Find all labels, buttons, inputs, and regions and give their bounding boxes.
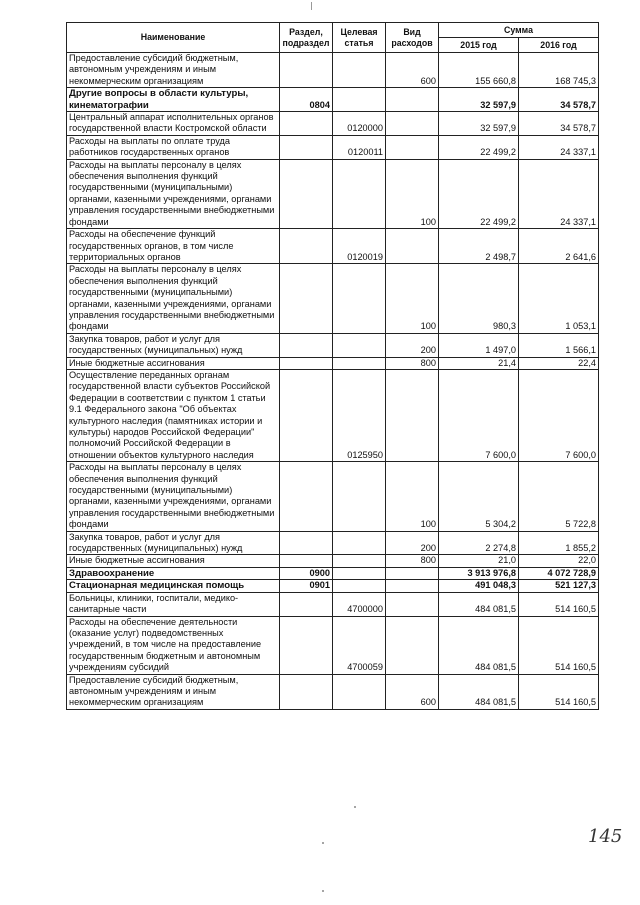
cell-name: Расходы на обеспечение функций государственных органов, в том числе территориальных органов [67, 229, 280, 264]
scan-dot [322, 842, 324, 844]
cell-v2016: 2 641,6 [519, 229, 599, 264]
cell-type [386, 580, 439, 592]
cell-v2015: 5 304,2 [439, 462, 519, 531]
cell-target [333, 53, 386, 88]
cell-section [280, 674, 333, 709]
cell-target: 4700059 [333, 616, 386, 674]
cell-name: Закупка товаров, работ и услуг для государственных (муниципальных) нужд [67, 531, 280, 555]
cell-section [280, 112, 333, 136]
cell-name: Предоставление субсидий бюджетным, автономным учреждениям и иным некоммерческим организациям [67, 53, 280, 88]
cell-v2016: 24 337,1 [519, 159, 599, 228]
cell-name: Закупка товаров, работ и услуг для государственных (муниципальных) нужд [67, 333, 280, 357]
cell-section: 0901 [280, 580, 333, 592]
table-row [67, 555, 599, 567]
cell-v2015: 7 600,0 [439, 369, 519, 461]
cell-v2016: 514 160,5 [519, 592, 599, 616]
cell-v2015: 155 660,8 [439, 53, 519, 88]
cell-target: 0125950 [333, 369, 386, 461]
cell-type [386, 112, 439, 136]
budget-table [66, 22, 599, 710]
cell-v2015: 1 497,0 [439, 333, 519, 357]
table-row [67, 229, 599, 264]
page-number: 145 [588, 826, 623, 847]
cell-v2016: 1 855,2 [519, 531, 599, 555]
table-row [67, 333, 599, 357]
cell-section [280, 462, 333, 531]
cell-name: Здравоохранение [67, 567, 280, 579]
cell-v2016: 4 072 728,9 [519, 567, 599, 579]
cell-v2016: 1 053,1 [519, 264, 599, 333]
cell-name: Стационарная медицинская помощь [67, 580, 280, 592]
cell-section [280, 531, 333, 555]
cell-v2015: 484 081,5 [439, 674, 519, 709]
table-row [67, 369, 599, 461]
cell-name: Расходы на выплаты персоналу в целях обеспечения выполнения функций государственными (муниципальными) органами, казенными учреждениями, органами управления государственными внебюджетными фондами [67, 264, 280, 333]
col-header-type: Вид расходов [386, 23, 439, 53]
cell-target [333, 580, 386, 592]
cell-type: 800 [386, 357, 439, 369]
cell-target [333, 555, 386, 567]
col-header-section: Раздел, подраздел [280, 23, 333, 53]
table-row [67, 674, 599, 709]
cell-name: Больницы, клиники, госпитали, медико-санитарные части [67, 592, 280, 616]
scan-dot [354, 806, 356, 808]
table-row [67, 531, 599, 555]
cell-type: 100 [386, 264, 439, 333]
cell-name: Расходы на обеспечение деятельности (оказание услуг) подведомственных учреждений, в том числе на предоставление государственным бюджетным и автономным учреждениям субсидий [67, 616, 280, 674]
cell-v2016: 168 745,3 [519, 53, 599, 88]
col-header-name: Наименование [67, 23, 280, 53]
cell-v2015: 3 913 976,8 [439, 567, 519, 579]
cell-v2016: 5 722,8 [519, 462, 599, 531]
table-row [67, 616, 599, 674]
table-row [67, 135, 599, 159]
cell-name: Иные бюджетные ассигнования [67, 555, 280, 567]
cell-target [333, 357, 386, 369]
table-row [67, 159, 599, 228]
cell-target [333, 333, 386, 357]
cell-v2015: 980,3 [439, 264, 519, 333]
table-row [67, 53, 599, 88]
cell-section [280, 357, 333, 369]
cell-type: 600 [386, 674, 439, 709]
cell-type: 800 [386, 555, 439, 567]
cell-v2015: 22 499,2 [439, 159, 519, 228]
cell-type: 100 [386, 462, 439, 531]
col-header-sum: Сумма [439, 23, 599, 38]
cell-v2016: 521 127,3 [519, 580, 599, 592]
cell-name: Предоставление субсидий бюджетным, автономным учреждениям и иным некоммерческим организациям [67, 674, 280, 709]
cell-section [280, 229, 333, 264]
cell-v2015: 21,0 [439, 555, 519, 567]
cell-type [386, 88, 439, 112]
header-row [67, 23, 599, 38]
cell-target [333, 531, 386, 555]
cell-v2016: 22,4 [519, 357, 599, 369]
cell-target: 0120019 [333, 229, 386, 264]
table-row [67, 592, 599, 616]
cell-section [280, 369, 333, 461]
cell-v2016: 22,0 [519, 555, 599, 567]
cell-type: 200 [386, 531, 439, 555]
cell-v2015: 32 597,9 [439, 88, 519, 112]
cell-v2016: 34 578,7 [519, 88, 599, 112]
cell-section [280, 53, 333, 88]
col-header-2015: 2015 год [439, 38, 519, 53]
cell-v2015: 32 597,9 [439, 112, 519, 136]
cell-v2016: 24 337,1 [519, 135, 599, 159]
cell-type [386, 135, 439, 159]
cell-section [280, 159, 333, 228]
cell-section: 0900 [280, 567, 333, 579]
cell-section [280, 555, 333, 567]
cell-type: 100 [386, 159, 439, 228]
cell-target [333, 567, 386, 579]
cell-v2016: 34 578,7 [519, 112, 599, 136]
cell-name: Расходы на выплаты персоналу в целях обеспечения выполнения функций государственными (муниципальными) органами, казенными учреждениями, органами управления государственными внебюджетными фондами [67, 159, 280, 228]
cell-name: Расходы на выплаты персоналу в целях обеспечения выполнения функций государственными (муниципальными) органами, казенными учреждениями, органами управления государственными внебюджетными фондами [67, 462, 280, 531]
table-row [67, 88, 599, 112]
table-row [67, 264, 599, 333]
cell-name: Иные бюджетные ассигнования [67, 357, 280, 369]
cell-v2016: 7 600,0 [519, 369, 599, 461]
cell-target [333, 264, 386, 333]
cell-v2015: 491 048,3 [439, 580, 519, 592]
cell-name: Расходы на выплаты по оплате труда работников государственных органов [67, 135, 280, 159]
cell-section [280, 264, 333, 333]
cell-section [280, 333, 333, 357]
cell-v2015: 484 081,5 [439, 592, 519, 616]
table-row [67, 112, 599, 136]
col-header-target: Целевая статья [333, 23, 386, 53]
cell-v2015: 2 274,8 [439, 531, 519, 555]
cell-type: 600 [386, 53, 439, 88]
cell-target: 0120000 [333, 112, 386, 136]
cell-type [386, 592, 439, 616]
table-row [67, 567, 599, 579]
cell-v2016: 514 160,5 [519, 674, 599, 709]
col-header-2016: 2016 год [519, 38, 599, 53]
cell-v2015: 22 499,2 [439, 135, 519, 159]
cell-section: 0804 [280, 88, 333, 112]
cell-target: 4700000 [333, 592, 386, 616]
table-row [67, 462, 599, 531]
cell-type [386, 616, 439, 674]
cell-name: Другие вопросы в области культуры, кинематографии [67, 88, 280, 112]
table-row [67, 357, 599, 369]
cell-type [386, 229, 439, 264]
cell-target [333, 88, 386, 112]
cell-section [280, 616, 333, 674]
cell-v2015: 484 081,5 [439, 616, 519, 674]
cell-v2016: 1 566,1 [519, 333, 599, 357]
cell-v2016: 514 160,5 [519, 616, 599, 674]
cell-v2015: 2 498,7 [439, 229, 519, 264]
cell-target [333, 674, 386, 709]
cell-section [280, 592, 333, 616]
table-body [67, 53, 599, 710]
cell-target: 0120011 [333, 135, 386, 159]
cell-target [333, 462, 386, 531]
cell-type: 200 [386, 333, 439, 357]
cell-name: Центральный аппарат исполнительных органов государственной власти Костромской области [67, 112, 280, 136]
cell-name: Осуществление переданных органам государственной власти субъектов Российской Федерации в соответствии с пунктом 1 статьи 9.1 Федерального закона "Об объектах культурного наследия (памятниках истории и культуры) народов Российской Федерации" полномочий Российской Федерации в отношении объектов культурного наследия [67, 369, 280, 461]
cell-v2015: 21,4 [439, 357, 519, 369]
table-row [67, 580, 599, 592]
cell-section [280, 135, 333, 159]
cell-type [386, 567, 439, 579]
scan-mark [311, 2, 312, 10]
cell-type [386, 369, 439, 461]
scan-dot [322, 890, 324, 892]
cell-target [333, 159, 386, 228]
